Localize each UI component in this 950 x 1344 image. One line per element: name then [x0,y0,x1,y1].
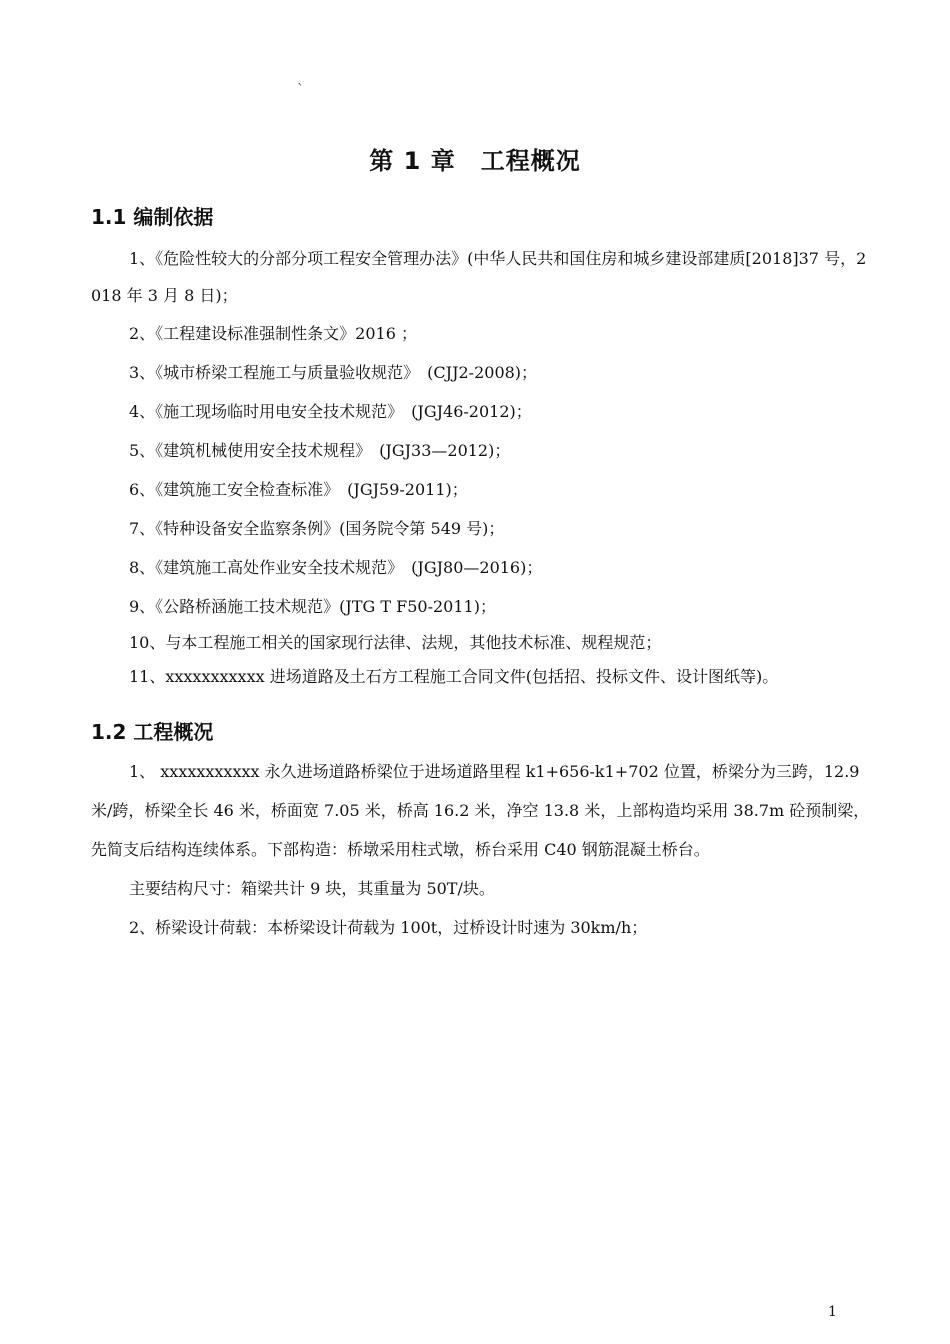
section-title-overview: 1.2 工程概况 [91,720,214,744]
section-title-basis: 1.1 编制依据 [91,205,214,229]
overview-paragraph: 主要结构尺寸：箱梁共计 9 块，其重量为 50T/块。 [129,879,495,898]
overview-paragraph: 2、桥梁设计荷载：本桥梁设计荷载为 100t，过桥设计时速为 30km/h； [129,918,648,937]
stray-mark: ` [297,82,304,98]
page-number: 1 [828,1304,837,1320]
overview-paragraph: 1、 xxxxxxxxxxx 永久进场道路桥梁位于进场道路里程 k1+656-k1+702 位置，桥梁分为三跨，12.9 米/跨，桥梁全长 46 米，桥面宽 7.05 米，桥高 16.2 米，净空 13.8 米，上部构造均采用 38.7m 砼预制梁，先简支后结构连续体系。下部构造：桥墩采用柱式墩，桥台采用 C40 钢筋混凝土桥台。 [91,762,870,859]
basis-item: 1、《危险性较大的分部分项工程安全管理办法》(中华人民共和国住房和城乡建设部建质[2018]37 号，2018 年 3 月 8 日)； [91,249,867,305]
chapter-title: 第 1 章 工程概况 [369,147,581,175]
basis-item: 9、《公路桥涵施工技术规范》(JTG T F50-2011)； [129,597,496,616]
basis-item: 6、《建筑施工安全检查标准》 (JGJ59-2011)； [129,480,468,499]
basis-item: 8、《建筑施工高处作业安全技术规范》 (JGJ80—2016)； [129,558,543,577]
basis-item: 3、《城市桥梁工程施工与质量验收规范》 (CJJ2-2008)； [129,363,538,382]
basis-item: 5、《建筑机械使用安全技术规程》 (JGJ33—2012)； [129,441,511,460]
basis-list [91,240,871,694]
basis-item: 7、《特种设备安全监察条例》(国务院令第 549 号)； [129,519,505,538]
basis-item: 11、xxxxxxxxxxx 进场道路及土石方工程施工合同文件(包括招、投标文件、设计图纸等)。 [129,667,779,686]
basis-item: 2、《工程建设标准强制性条文》2016 ； [129,324,417,343]
overview-body [91,752,871,947]
basis-item: 10、与本工程施工相关的国家现行法律、法规，其他技术标准、规程规范； [129,633,662,652]
basis-item: 4、《施工现场临时用电安全技术规范》 (JGJ46-2012)； [129,402,532,421]
